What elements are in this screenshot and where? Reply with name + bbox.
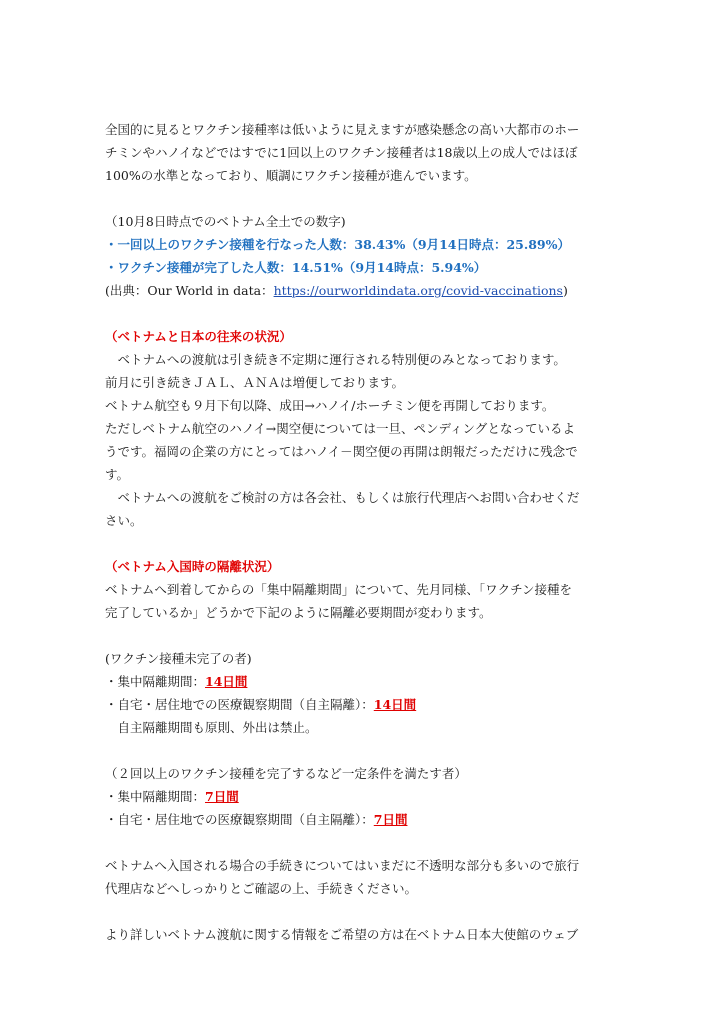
travel-line-3: ベトナム航空も９月下旬以降、成田→ハノイ/ホーチミン便を再開しております。 — [105, 398, 555, 413]
stats-note: （10月8日時点でのベトナム全土での数字) — [105, 214, 346, 229]
travel-line-6: す。 — [105, 467, 130, 482]
spacer — [105, 739, 625, 762]
vaccinated-item-2-value: 7日間 — [373, 812, 408, 827]
travel-line-1: ベトナムへの渡航は引き続き不定期に運行される特別便のみとなっております。 — [105, 352, 566, 367]
spacer — [105, 831, 625, 854]
spacer — [105, 302, 625, 325]
vaccinated-title: （２回以上のワクチン接種を完了するなど一定条件を満たす者） — [105, 766, 467, 781]
spacer — [105, 187, 625, 210]
intro-line-1: 全国的に見るとワクチン接種率は低いように見えますが感染懸念の高い大都市のホー — [105, 122, 580, 137]
vaccinated-item-1 — [105, 785, 625, 808]
spacer — [105, 532, 625, 555]
travel-line-8: さい。 — [105, 513, 143, 528]
quarantine-line-1: ベトナムへ到着してからの「集中隔離期間」について、先月同様、「ワクチン接種を — [105, 582, 573, 597]
unvaccinated-note: 自主隔離期間も原則、外出は禁止。 — [105, 720, 318, 735]
spacer — [105, 900, 625, 923]
vaccinated-item-1-value: 7日間 — [205, 789, 239, 804]
closing-line-1: ベトナムへ入国される場合の手続きについてはいまだに不透明な部分も多いので旅行 — [105, 858, 580, 873]
quarantine-line-2: 完了しているか」どうかで下記のように隔離必要期間が変わります。 — [105, 605, 492, 620]
document-body — [105, 118, 625, 946]
travel-line-4: ただしベトナム航空のハノイ→関空便については一旦、ペンディングとなっているよ — [105, 421, 575, 436]
unvaccinated-item-2-value: 14日間 — [373, 697, 417, 712]
source-link[interactable]: https://ourworldindata.org/covid-vaccinations — [273, 283, 563, 298]
unvaccinated-title: (ワクチン接種未完了の者) — [105, 651, 252, 666]
stat-one-dose: ・一回以上のワクチン接種を行なった人数：38.43%（9月14日時点：25.89%） — [105, 237, 571, 252]
source-suffix: ) — [562, 283, 568, 298]
unvaccinated-item-1 — [105, 670, 625, 693]
travel-line-7: ベトナムへの渡航をご検討の方は各会社、もしくは旅行代理店へお問い合わせくだ — [105, 490, 580, 505]
vaccinated-item-2-label: ・自宅・居住地での医療観察期間（自主隔離）： — [105, 812, 374, 827]
travel-line-5: うです。福岡の企業の方にとってはハノイ－関空便の再開は朗報だっただけに残念で — [105, 444, 578, 459]
source-prefix: (出典：Our World in data： — [105, 283, 274, 298]
travel-heading: （ベトナムと日本の往来の状況） — [105, 329, 292, 344]
intro-line-3: 100%の水準となっており、順調にワクチン接種が進んでいます。 — [105, 168, 477, 183]
unvaccinated-item-1-label: ・集中隔離期間： — [105, 674, 206, 689]
closing-line-3: より詳しいベトナム渡航に関する情報をご希望の方は在ベトナム日本大使館のウェブ — [105, 927, 579, 942]
spacer — [105, 624, 625, 647]
unvaccinated-item-1-value: 14日間 — [205, 674, 248, 689]
intro-line-2: チミンやハノイなどではすでに1回以上のワクチン接種者は18歳以上の成人ではほぼ — [105, 145, 578, 160]
travel-line-2: 前月に引き続きＪＡＬ、ＡＮＡは増便しております。 — [105, 375, 405, 390]
stat-fully-vaccinated: ・ワクチン接種が完了した人数：14.51%（9月14時点：5.94%） — [105, 260, 487, 275]
quarantine-heading: （ベトナム入国時の隔離状況） — [105, 559, 280, 574]
unvaccinated-item-2 — [105, 693, 625, 716]
closing-line-2: 代理店などへしっかりとご確認の上、手続きください。 — [105, 881, 418, 896]
vaccinated-item-1-label: ・集中隔離期間： — [105, 789, 206, 804]
unvaccinated-item-2-label: ・自宅・居住地での医療観察期間（自主隔離）： — [105, 697, 374, 712]
source-line — [105, 279, 625, 302]
vaccinated-item-2 — [105, 808, 625, 831]
